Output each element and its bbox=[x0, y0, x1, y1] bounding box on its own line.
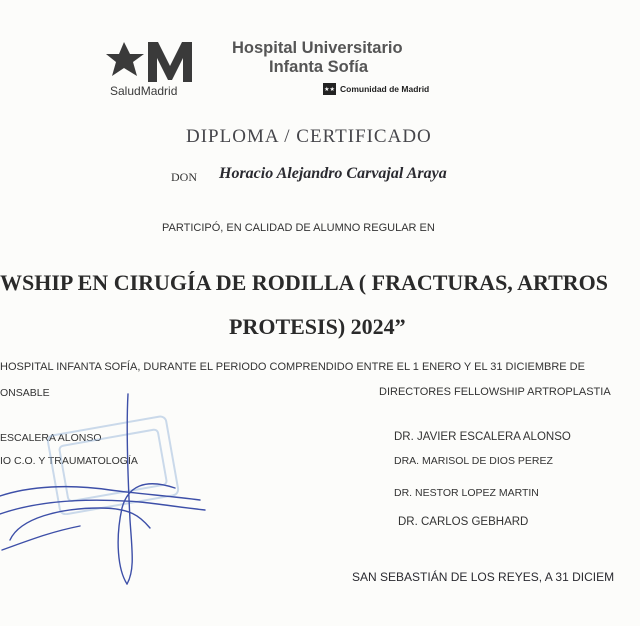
community-flag-icon: ★★ bbox=[323, 83, 336, 95]
period-text: HOSPITAL INFANTA SOFÍA, DURANTE EL PERIODO COMPRENDIDO ENTRE EL 1 ENERO Y EL 31 DICIEMBRE DE bbox=[0, 361, 585, 373]
place-and-date: SAN SEBASTIÁN DE LOS REYES, A 31 DICIEM bbox=[352, 570, 615, 584]
director-name: DRA. MARISOL DE DIOS PEREZ bbox=[394, 455, 553, 467]
responsible-label: ONSABLE bbox=[0, 387, 50, 399]
salud-madrid-logo-icon bbox=[106, 40, 198, 84]
don-label: DON bbox=[171, 170, 197, 184]
director-name: DR. JAVIER ESCALERA ALONSO bbox=[394, 431, 571, 443]
recipient-name: Horacio Alejandro Carvajal Araya bbox=[219, 165, 447, 182]
community-name: Comunidad de Madrid bbox=[340, 84, 430, 94]
left-signer-role: IO C.O. Y TRAUMATOLOGÍA bbox=[0, 455, 138, 467]
director-name: DR. NESTOR LOPEZ MARTIN bbox=[394, 487, 539, 499]
hospital-name-line2: Infanta Sofía bbox=[269, 58, 369, 76]
course-title-line2: PROTESIS) 2024” bbox=[229, 314, 406, 339]
directors-label: DIRECTORES FELLOWSHIP ARTROPLASTIA bbox=[379, 386, 611, 398]
course-title-line1: WSHIP EN CIRUGÍA DE RODILLA ( FRACTURAS, ARTROS bbox=[0, 270, 608, 295]
left-signer-name: ESCALERA ALONSO bbox=[0, 432, 102, 444]
hospital-name-line1: Hospital Universitario bbox=[232, 39, 403, 57]
certificate-title: DIPLOMA / CERTIFICADO bbox=[186, 126, 432, 147]
director-name: DR. CARLOS GEBHARD bbox=[398, 516, 529, 528]
signature-icon bbox=[0, 390, 220, 590]
logo-caption: SaludMadrid bbox=[110, 84, 178, 98]
participation-text: PARTICIPÓ, EN CALIDAD DE ALUMNO REGULAR EN bbox=[162, 222, 435, 234]
